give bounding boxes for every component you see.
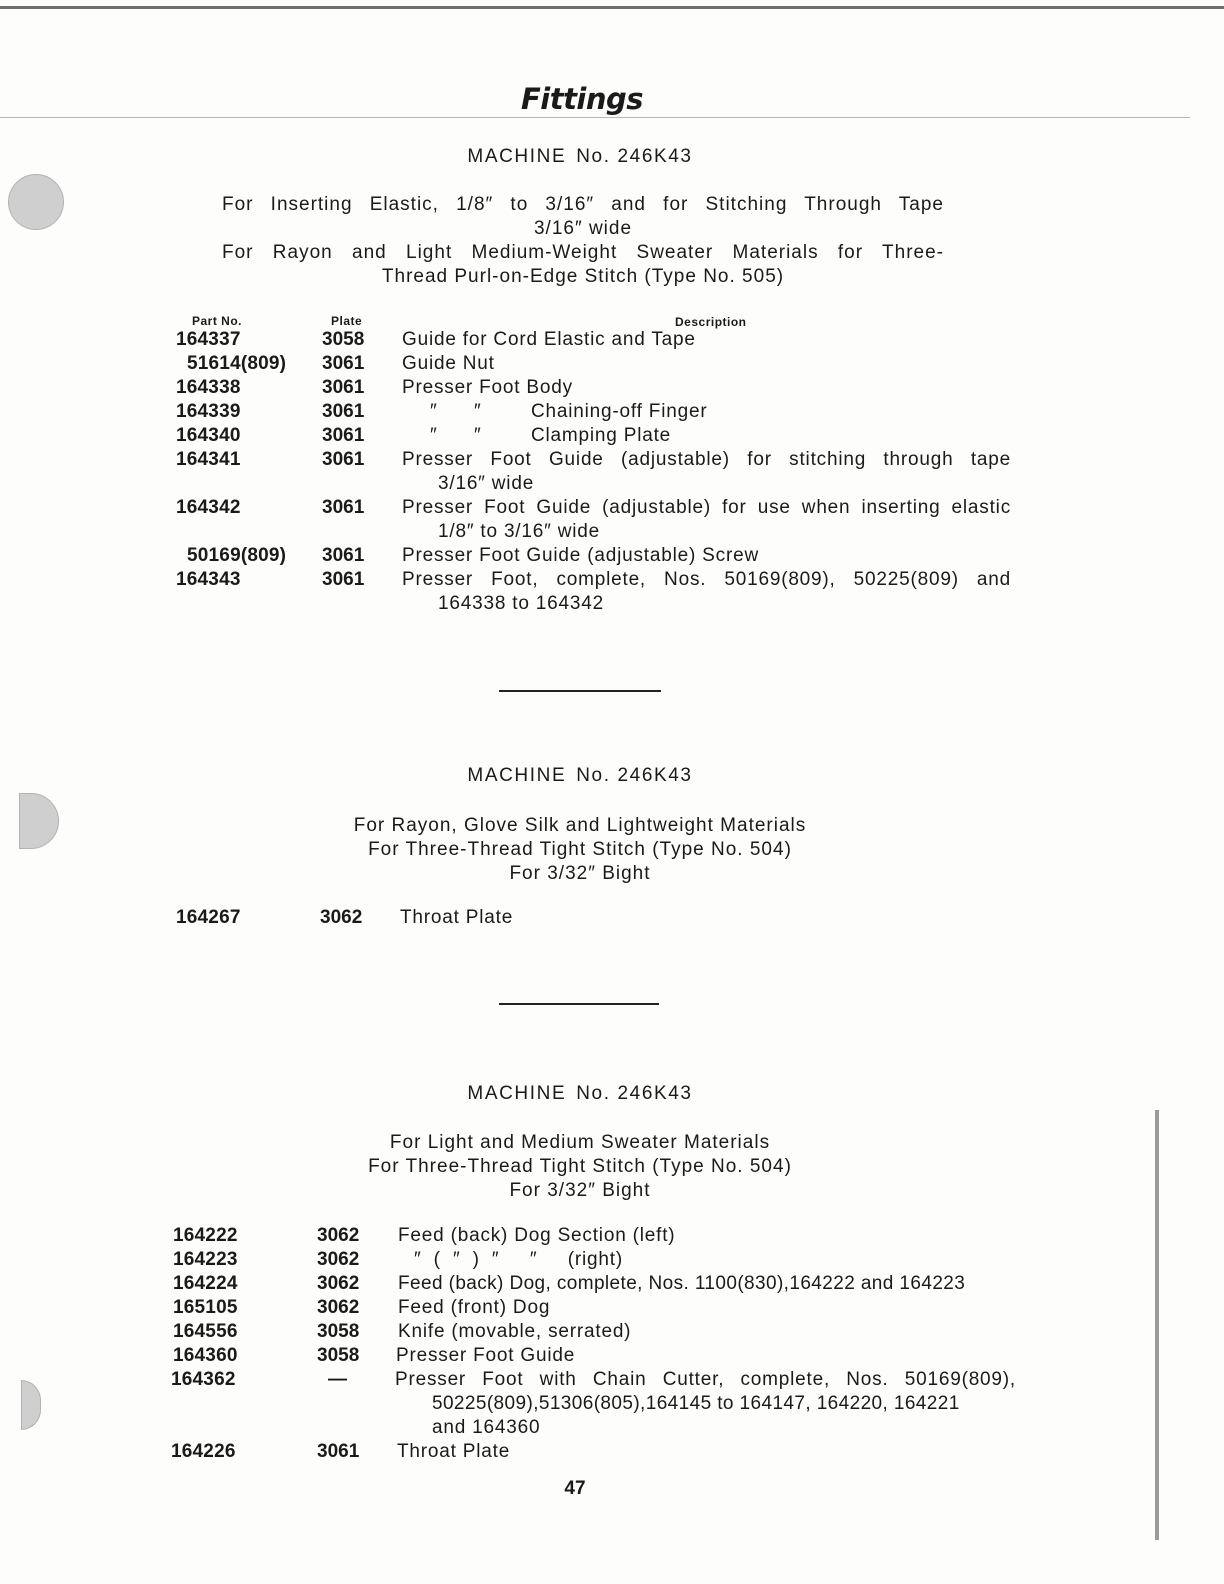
plate-number: 3061 (322, 377, 365, 398)
punch-hole-top (8, 174, 64, 230)
plate-number: 3058 (322, 329, 365, 350)
plate-number: 3061 (322, 425, 365, 446)
part-description: Presser Foot Body (402, 377, 573, 398)
table-row (0, 328, 1224, 352)
part-description: Guide Nut (402, 353, 495, 374)
part-description: Feed (back) Dog Section (left) (398, 1225, 676, 1246)
part-description-continued: and 164360 (432, 1417, 541, 1438)
part-number: 164360 (173, 1345, 238, 1366)
table-row (0, 1224, 1224, 1248)
part-number: 164339 (176, 401, 241, 422)
plate-number: 3061 (322, 449, 365, 470)
part-description: Chaining-off Finger (531, 401, 708, 422)
desc-line: For Rayon, Glove Silk and Lightweight Materials (353, 815, 807, 836)
part-description: Knife (movable, serrated) (398, 1321, 632, 1342)
table-row (0, 1296, 1224, 1320)
part-number: 164337 (176, 329, 241, 350)
top-rule (0, 6, 1224, 9)
desc-line: For 3/32″ Bight (509, 863, 651, 884)
table-row (0, 400, 1224, 424)
machine-number: No. 246K43 (576, 146, 693, 167)
table-row (0, 376, 1224, 400)
plate-number: 3062 (320, 907, 363, 928)
column-header-description: Description (675, 315, 747, 329)
part-number: 164224 (173, 1273, 238, 1294)
plate-number: 3062 (317, 1297, 360, 1318)
section2-machine-heading (0, 765, 1160, 787)
section-divider (499, 690, 661, 692)
part-description: Presser Foot Guide (adjustable) Screw (402, 545, 759, 566)
machine-number: No. 246K43 (576, 765, 693, 786)
table-row (0, 1344, 1224, 1368)
table-row (0, 568, 1224, 614)
part-number: 164226 (171, 1441, 236, 1462)
section-divider (499, 1003, 659, 1005)
page-number: 47 (564, 1478, 586, 1499)
part-description: Presser Foot with Chain Cutter, complete, Nos. 50169(809), (395, 1369, 1016, 1390)
part-number: 164340 (176, 425, 241, 446)
desc-line: For Rayon and Light Medium-Weight Sweater Materials for Three- (222, 242, 944, 263)
desc-line: For 3/32″ Bight (509, 1180, 651, 1201)
desc-line: For Light and Medium Sweater Materials (389, 1132, 771, 1153)
title-rule (0, 117, 1190, 118)
part-description: Presser Foot Guide (adjustable) for use when inserting elastic (402, 497, 1011, 518)
plate-number: 3062 (317, 1273, 360, 1294)
desc-line: For Inserting Elastic, 1/8″ to 3/16″ and for Stitching Through Tape (222, 194, 944, 215)
part-description-continued: 164338 to 164342 (438, 593, 605, 614)
plate-number: 3058 (317, 1345, 360, 1366)
machine-number: No. 246K43 (576, 1083, 693, 1104)
table-row (0, 424, 1224, 448)
part-description: ″ ( ″ ) ″ ″ (right) (414, 1249, 623, 1270)
part-description: Throat Plate (397, 1441, 511, 1462)
desc-line: For Three-Thread Tight Stitch (Type No. 504) (368, 839, 792, 860)
plate-number: — (328, 1369, 347, 1390)
table-row (0, 448, 1224, 494)
part-description: Presser Foot, complete, Nos. 50169(809), 50225(809) and (402, 569, 1011, 590)
part-number: 164341 (176, 449, 241, 470)
table-row (0, 352, 1224, 376)
table-row (0, 1368, 1224, 1438)
part-number: 50169(809) (187, 545, 287, 566)
part-description: Feed (back) Dog, complete, Nos. 1100(830),164222 and 164223 (398, 1273, 966, 1294)
page-title: Fittings (520, 82, 644, 116)
punch-hole-middle (19, 793, 59, 849)
plate-number: 3061 (317, 1441, 360, 1462)
machine-label: MACHINE (467, 146, 567, 167)
part-number: 51614(809) (187, 353, 287, 374)
plate-number: 3061 (322, 545, 365, 566)
table-row (0, 544, 1224, 568)
part-description-continued: 3/16″ wide (438, 473, 535, 494)
section1-description (222, 193, 944, 289)
part-description: Guide for Cord Elastic and Tape (402, 329, 696, 350)
machine-label: MACHINE (467, 765, 567, 786)
column-header-part-no: Part No. (192, 314, 243, 328)
ditto-marks: ″ ″ (430, 425, 482, 446)
plate-number: 3062 (317, 1249, 360, 1270)
table-row (0, 906, 1224, 930)
part-number: 164267 (176, 907, 241, 928)
part-description: Presser Foot Guide (adjustable) for stitching through tape (402, 449, 1011, 470)
part-number: 164342 (176, 497, 241, 518)
plate-number: 3058 (317, 1321, 360, 1342)
part-description-continued: 1/8″ to 3/16″ wide (438, 521, 601, 542)
plate-number: 3061 (322, 569, 365, 590)
part-number: 164343 (176, 569, 241, 590)
part-description-continued: 50225(809),51306(805),164145 to 164147, 164220, 164221 (432, 1393, 960, 1414)
column-header-plate: Plate (331, 314, 363, 328)
part-number: 164556 (173, 1321, 238, 1342)
ditto-marks: ″ ″ (430, 401, 482, 422)
desc-line: 3/16″ wide (533, 218, 633, 239)
part-number: 164223 (173, 1249, 238, 1270)
table-row (0, 1272, 1224, 1296)
section1-machine-heading (0, 146, 1160, 168)
part-number: 164222 (173, 1225, 238, 1246)
part-number: 164362 (171, 1369, 236, 1390)
part-description: Feed (front) Dog (398, 1297, 551, 1318)
machine-label: MACHINE (467, 1083, 567, 1104)
plate-number: 3061 (322, 497, 365, 518)
desc-line: For Three-Thread Tight Stitch (Type No. 504) (368, 1156, 792, 1177)
section3-description (280, 1131, 880, 1203)
part-number: 164338 (176, 377, 241, 398)
plate-number: 3062 (317, 1225, 360, 1246)
table-row (0, 1440, 1224, 1464)
section3-machine-heading (0, 1083, 1160, 1105)
table-row (0, 1320, 1224, 1344)
table-row (0, 496, 1224, 542)
part-description: Throat Plate (400, 907, 514, 928)
plate-number: 3061 (322, 353, 365, 374)
part-description: Clamping Plate (531, 425, 672, 446)
part-number: 165105 (173, 1297, 238, 1318)
table-row (0, 1248, 1224, 1272)
part-description: Presser Foot Guide (396, 1345, 576, 1366)
section2-description (280, 814, 880, 886)
plate-number: 3061 (322, 401, 365, 422)
desc-line: Thread Purl-on-Edge Stitch (Type No. 505) (381, 266, 785, 287)
